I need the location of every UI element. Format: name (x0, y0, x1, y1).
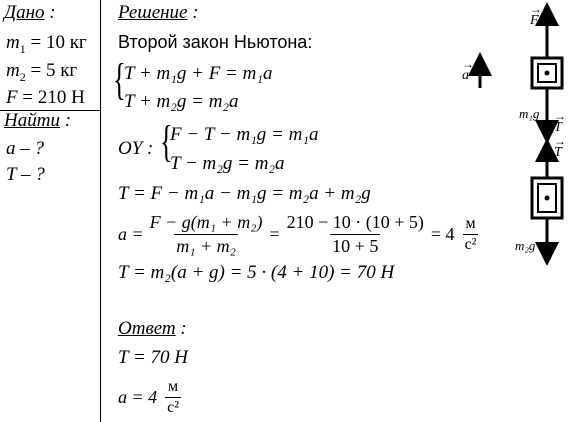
given-F: F = 210 Н (6, 87, 85, 108)
find-a: a – ? (6, 138, 44, 159)
answer-a: a = 4 $\frac{м}{\text{с²}}$ (118, 378, 180, 416)
block-1-center (545, 71, 550, 76)
column-divider (100, 0, 101, 422)
newton-law-text: Второй закон Ньютона: (118, 32, 313, 52)
solution-header: Решение : (118, 2, 199, 23)
label-F: → F (530, 13, 539, 29)
system1-brace: { (113, 55, 126, 104)
given-m2: $m_2 = 5$ кг (6, 60, 78, 84)
answer-header: Ответ : (118, 318, 187, 339)
label-T-up: → T (554, 145, 562, 161)
answer-a-unit: $\frac{м}{\text{с²}}$ (167, 378, 180, 416)
system2-brace: { (160, 117, 173, 166)
system1-line2: T + m₂g = m₂a (124, 91, 239, 112)
equation-a-lhs: a = (118, 224, 144, 244)
equation-a-fraction2: $\frac{210 - 10 \cdot (10 + 5)}{10 + 5}$ (286, 212, 424, 256)
find-T: T – ? (6, 164, 45, 185)
block-2-center (545, 196, 550, 201)
equation-T-numeric: T = m₂(a + g) = 5 · (4 + 10) = 70 Н (118, 262, 395, 283)
label-m2g: m₂g (515, 238, 536, 253)
label-T-down: → T (554, 120, 562, 136)
equation-a: a = $\frac{\text{F − g(m₁ + m₂)}}{\text{m₁ + m₂}}$ = $\frac{210 - 10 \cdot (10 + 5)}{10 + 5}$ = 4 $\frac{м}{\text{с²}}$ (118, 212, 477, 256)
equation-a-result: = 4 (430, 224, 455, 244)
label-m1g: m₁g (519, 106, 540, 121)
answer-T: T = 70 Н (118, 347, 189, 368)
system1-line1: T + m₁g + F = m₁a (124, 63, 273, 84)
given-header: Дано : (4, 2, 56, 23)
label-a: → a (462, 68, 469, 84)
system2-line2: T − m₂g = m₂a (170, 153, 285, 174)
oy-label: OY : (118, 138, 154, 159)
equation-a-fraction1: $\frac{\text{F − g(m₁ + m₂)}}{\text{m₁ + m₂}}$ (149, 212, 263, 256)
equation-a-unit: $\frac{м}{\text{с²}}$ (464, 215, 477, 253)
equation-T: T = F − m₁a − m₁g = m₂a + m₂g (118, 183, 371, 204)
given-m1: $m_1 = 10$ кг (6, 32, 87, 56)
system2-line1: F − T − m₁g = m₁a (170, 124, 319, 145)
find-header: Найти : (4, 110, 72, 131)
